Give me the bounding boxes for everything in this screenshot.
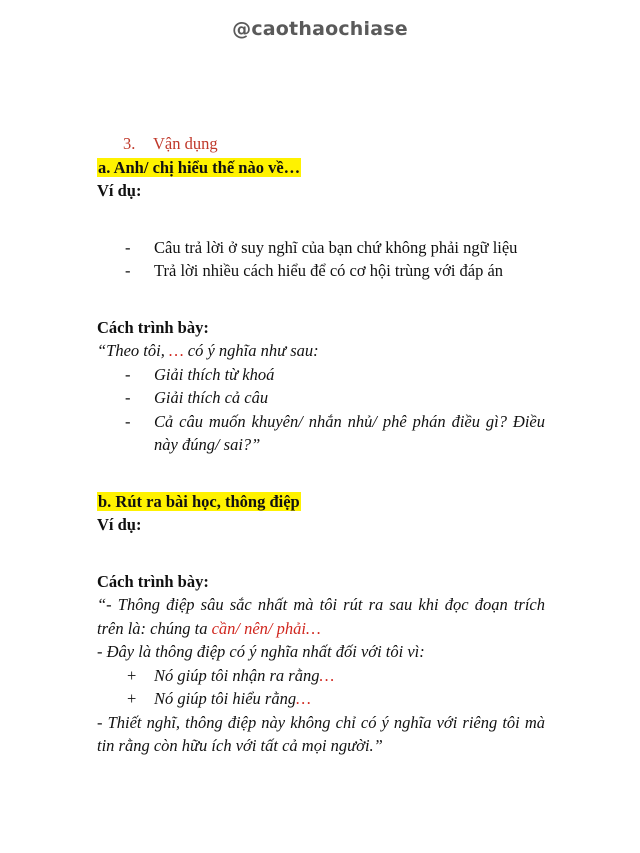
dash-bullet: - — [125, 411, 131, 431]
tip-text: Câu trả lời ở suy nghĩ của bạn chứ không phải ngữ liệu — [154, 237, 518, 257]
list-item — [97, 386, 545, 410]
part-a-presentation-label: Cách trình bày: — [97, 317, 209, 337]
quote-intro-end: có ý nghĩa như sau: — [183, 341, 319, 360]
point-text: Giải thích từ khoá — [154, 364, 275, 384]
part-b-line1 — [97, 593, 545, 640]
point-text: Cả câu muốn khuyên/ nhắn nhủ/ phê phán điều gì? Điều này đúng/ sai?” — [154, 411, 545, 454]
dash-bullet: - — [125, 261, 131, 280]
list-item — [97, 236, 545, 260]
section-number: 3. — [123, 134, 136, 153]
watermark: @caothaochiase — [232, 18, 408, 40]
line1-text: “- Thông điệp sâu sắc nhất mà tôi rút ra sau khi đọc đoạn trích trên là: chúng ta — [97, 595, 545, 638]
part-b-heading-line — [97, 490, 545, 514]
part-a-points-list — [97, 363, 545, 457]
quote-intro-ellipsis: … — [168, 341, 184, 360]
reason-text: Nó giúp tôi nhận ra rằng — [154, 665, 320, 685]
part-a-tips-list — [97, 236, 545, 283]
tip-text: Trả lời nhiều cách hiểu để có cơ hội trùng với đáp án — [154, 261, 504, 280]
reason-text: Nó giúp tôi hiểu rằng — [154, 689, 297, 708]
line1-red-text: cần/ nên/ phải… — [211, 618, 321, 638]
plus-bullet: + — [127, 665, 137, 685]
reason-ellipsis: … — [296, 689, 311, 708]
list-item — [97, 687, 545, 711]
list-item — [97, 259, 545, 283]
part-b-example-label: Ví dụ: — [97, 515, 142, 534]
part-b-heading: b. Rút ra bài học, thông điệp — [98, 491, 300, 511]
list-item — [97, 363, 545, 387]
quote-intro-start: “Theo tôi, — [97, 341, 169, 360]
part-b-presentation-label: Cách trình bày: — [97, 571, 209, 591]
list-item — [97, 410, 545, 457]
section-heading — [97, 132, 545, 156]
list-item — [97, 664, 545, 688]
reason-ellipsis: … — [319, 665, 335, 685]
part-a-quote-intro — [97, 339, 545, 363]
dash-bullet: - — [125, 388, 131, 407]
point-text: Giải thích cả câu — [154, 388, 269, 407]
section-title: Vận dụng — [153, 134, 218, 153]
document-body — [97, 132, 545, 758]
part-b-closing: - Thiết nghĩ, thông điệp này không chỉ có ý nghĩa với riêng tôi mà tin rằng còn hữu ích với tất cả mọi người.” — [97, 712, 545, 755]
dash-bullet: - — [125, 237, 131, 257]
part-b-reasons-list — [97, 664, 545, 711]
part-a-heading-line — [97, 156, 545, 180]
part-b-line2: - Đây là thông điệp có ý nghĩa nhất đối với tôi vì: — [97, 642, 425, 661]
dash-bullet: - — [125, 364, 131, 384]
part-a-example-label: Ví dụ: — [97, 181, 142, 200]
part-a-heading: a. Anh/ chị hiểu thế nào về… — [98, 157, 301, 177]
plus-bullet: + — [127, 689, 137, 708]
